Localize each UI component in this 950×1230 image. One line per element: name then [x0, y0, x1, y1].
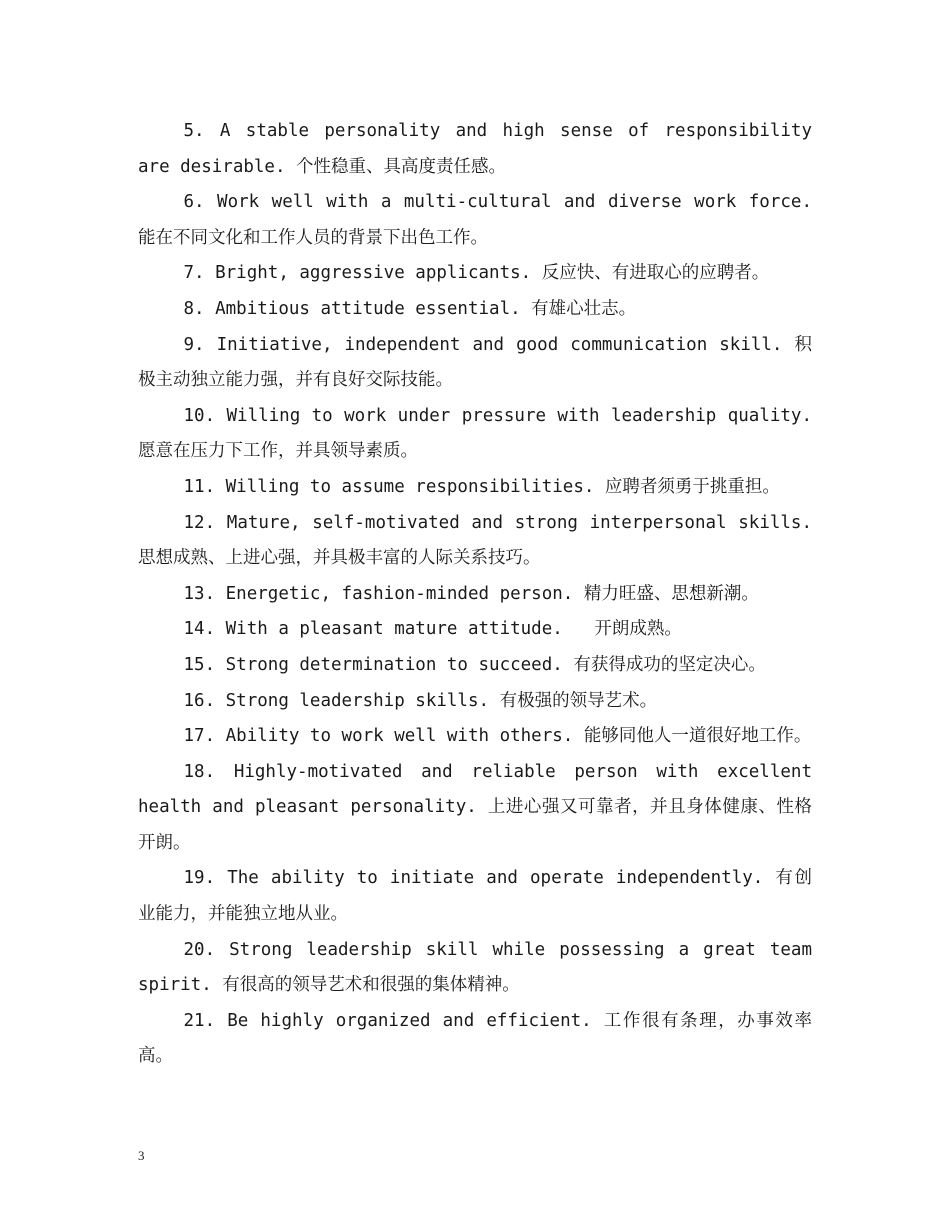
page-number: 3 [138, 1148, 145, 1163]
paragraph-item-19: 19. The ability to initiate and operate independently. 有创业能力，并能独立地从业。 [138, 868, 812, 925]
document-body [138, 114, 812, 1075]
paragraph-item-10: 10. Willing to work under pressure with leadership quality. 愿意在压力下工作，并具领导素质。 [138, 405, 812, 462]
paragraph-item-12: 12. Mature, self-motivated and strong interpersonal skills. 思想成熟、上进心强，并具极丰富的人际关系技巧。 [138, 512, 812, 569]
paragraph-item-5: 5. A stable personality and high sense of responsibility are desirable. 个性稳重、具高度责任感。 [138, 121, 812, 177]
paragraph-item-7: 7. Bright, aggressive applicants. 反应快、有进取心的应聘者。 [183, 263, 770, 284]
paragraph-item-15: 15. Strong determination to succeed. 有获得成功的坚定决心。 [183, 654, 766, 675]
paragraph-item-18: 18. Highly-motivated and reliable person with excellent health and pleasant personality. 上进心强又可靠者，并且身体健康、性格开朗。 [138, 761, 812, 853]
paragraph-item-11: 11. Willing to assume responsibilities. 应聘者须勇于挑重担。 [183, 476, 780, 497]
paragraph-item-8: 8. Ambitious attitude essential. 有雄心壮志。 [183, 298, 637, 319]
paragraph-item-21: 21. Be highly organized and efficient. 工作很有条理，办事效率高。 [138, 1010, 812, 1067]
paragraph-item-14: 14. With a pleasant mature attitude. 开朗成熟。 [183, 619, 682, 640]
paragraph-item-13: 13. Energetic, fashion-minded person. 精力旺盛、思想新潮。 [183, 583, 759, 604]
paragraph-item-17: 17. Ability to work well with others. 能够同他人一道很好地工作。 [183, 726, 812, 747]
paragraph-item-20: 20. Strong leadership skill while possessing a great team spirit. 有很高的领导艺术和很强的集体精神。 [138, 939, 812, 996]
paragraph-item-16: 16. Strong leadership skills. 有极强的领导艺术。 [183, 690, 658, 711]
paragraph-item-6: 6. Work well with a multi-cultural and diverse work force. 能在不同文化和工作人员的背景下出色工作。 [138, 192, 812, 248]
paragraph-item-9: 9. Initiative, independent and good communication skill. 积极主动独立能力强，并有良好交际技能。 [138, 334, 812, 391]
